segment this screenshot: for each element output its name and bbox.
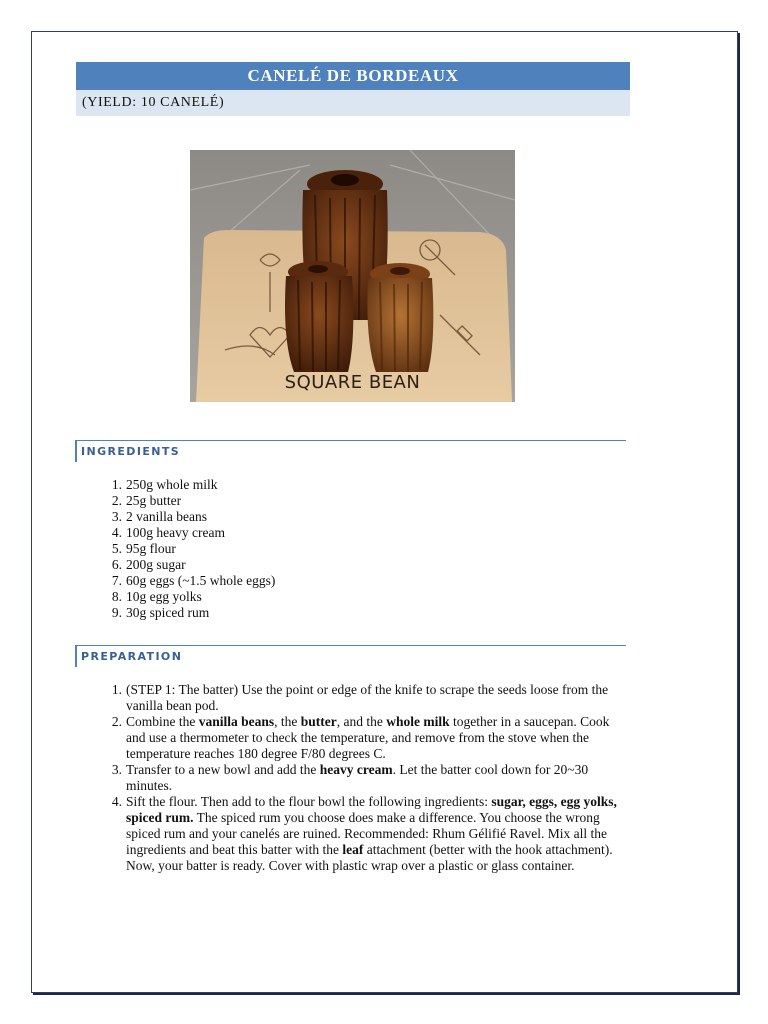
ingredient-text: 10g egg yolks — [126, 589, 202, 604]
step-text: , and the — [336, 714, 387, 729]
ingredient-item — [111, 573, 606, 589]
ingredients-list — [111, 477, 606, 621]
step-number: 1. — [111, 682, 122, 697]
ingredient-number: 5. — [111, 541, 122, 556]
preparation-step — [111, 762, 628, 794]
recipe-title: CANELÉ DE BORDEAUX — [76, 62, 630, 90]
ingredient-text: 250g whole milk — [126, 477, 218, 492]
step-number: 4. — [111, 794, 122, 809]
photo-board-caption: SQUARE BEAN — [284, 372, 421, 393]
step-number: 2. — [111, 714, 122, 729]
step-text: (STEP 1: The batter) Use the point or edge of the knife to scrape the seeds loose from the vanilla bean pod. — [126, 682, 609, 713]
ingredient-text: 25g butter — [126, 493, 182, 508]
ingredient-text: 100g heavy cream — [126, 525, 225, 540]
ingredient-number: 3. — [111, 509, 122, 524]
ingredient-item — [111, 477, 606, 493]
ingredient-number: 7. — [111, 573, 122, 588]
preparation-list — [111, 682, 628, 874]
preparation-step — [111, 682, 628, 714]
step-text-bold: vanilla beans — [198, 714, 275, 729]
step-text: , the — [274, 714, 301, 729]
step-number: 3. — [111, 762, 122, 777]
ingredient-number: 9. — [111, 605, 122, 620]
ingredients-heading-label: INGREDIENTS — [81, 445, 181, 458]
preparation-step — [111, 794, 628, 874]
preparation-heading-label: PREPARATION — [81, 650, 183, 663]
ingredient-text: 200g sugar — [126, 557, 186, 572]
step-text: together in a saucepan. Cook and use a thermometer to check the temperature, and remove from the stove when the temperature reaches 180 degree F/80 degrees C. — [126, 714, 610, 761]
step-text-bold: sugar, eggs, egg yolks, spiced rum. — [126, 794, 617, 825]
step-text-bold: leaf — [342, 842, 364, 857]
ingredient-number: 4. — [111, 525, 122, 540]
ingredient-number: 1. — [111, 477, 122, 492]
ingredient-item — [111, 509, 606, 525]
step-text: . Let the batter cool down for 20~30 minutes. — [126, 762, 589, 793]
ingredient-number: 2. — [111, 493, 122, 508]
step-text: The spiced rum you choose does make a difference. You choose the wrong spiced rum and your canelés are ruined. Recommended: Rhum Gélifié Ravel. Mix all the ingredients and beat this batter with the — [126, 810, 607, 857]
ingredient-item — [111, 557, 606, 573]
recipe-yield: (YIELD: 10 CANELÉ) — [76, 90, 630, 116]
ingredient-item — [111, 589, 606, 605]
preparation-step — [111, 714, 628, 762]
ingredient-text: 2 vanilla beans — [126, 509, 207, 524]
step-text: Sift the flour. Then add to the flour bowl the following ingredients: — [126, 794, 492, 809]
ingredient-text: 95g flour — [126, 541, 176, 556]
ingredient-number: 6. — [111, 557, 122, 572]
ingredient-item — [111, 493, 606, 509]
ingredient-item — [111, 541, 606, 557]
ingredient-item — [111, 525, 606, 541]
ingredients-heading — [75, 440, 626, 462]
step-text-bold: whole milk — [386, 714, 450, 729]
step-text: Combine the — [126, 714, 199, 729]
step-text-bold: butter — [300, 714, 337, 729]
canele-photo — [190, 150, 515, 402]
ingredient-number: 8. — [111, 589, 122, 604]
ingredient-item — [111, 605, 606, 621]
step-text: Transfer to a new bowl and add the — [126, 762, 320, 777]
ingredient-text: 60g eggs (~1.5 whole eggs) — [126, 573, 276, 588]
preparation-heading — [75, 645, 626, 667]
ingredient-text: 30g spiced rum — [126, 605, 210, 620]
step-text-bold: heavy cream — [319, 762, 393, 777]
step-text: attachment (better with the hook attachment). Now, your batter is ready. Cover with plastic wrap over a plastic or glass container. — [126, 842, 613, 873]
canele-photo-illustration — [190, 150, 515, 402]
